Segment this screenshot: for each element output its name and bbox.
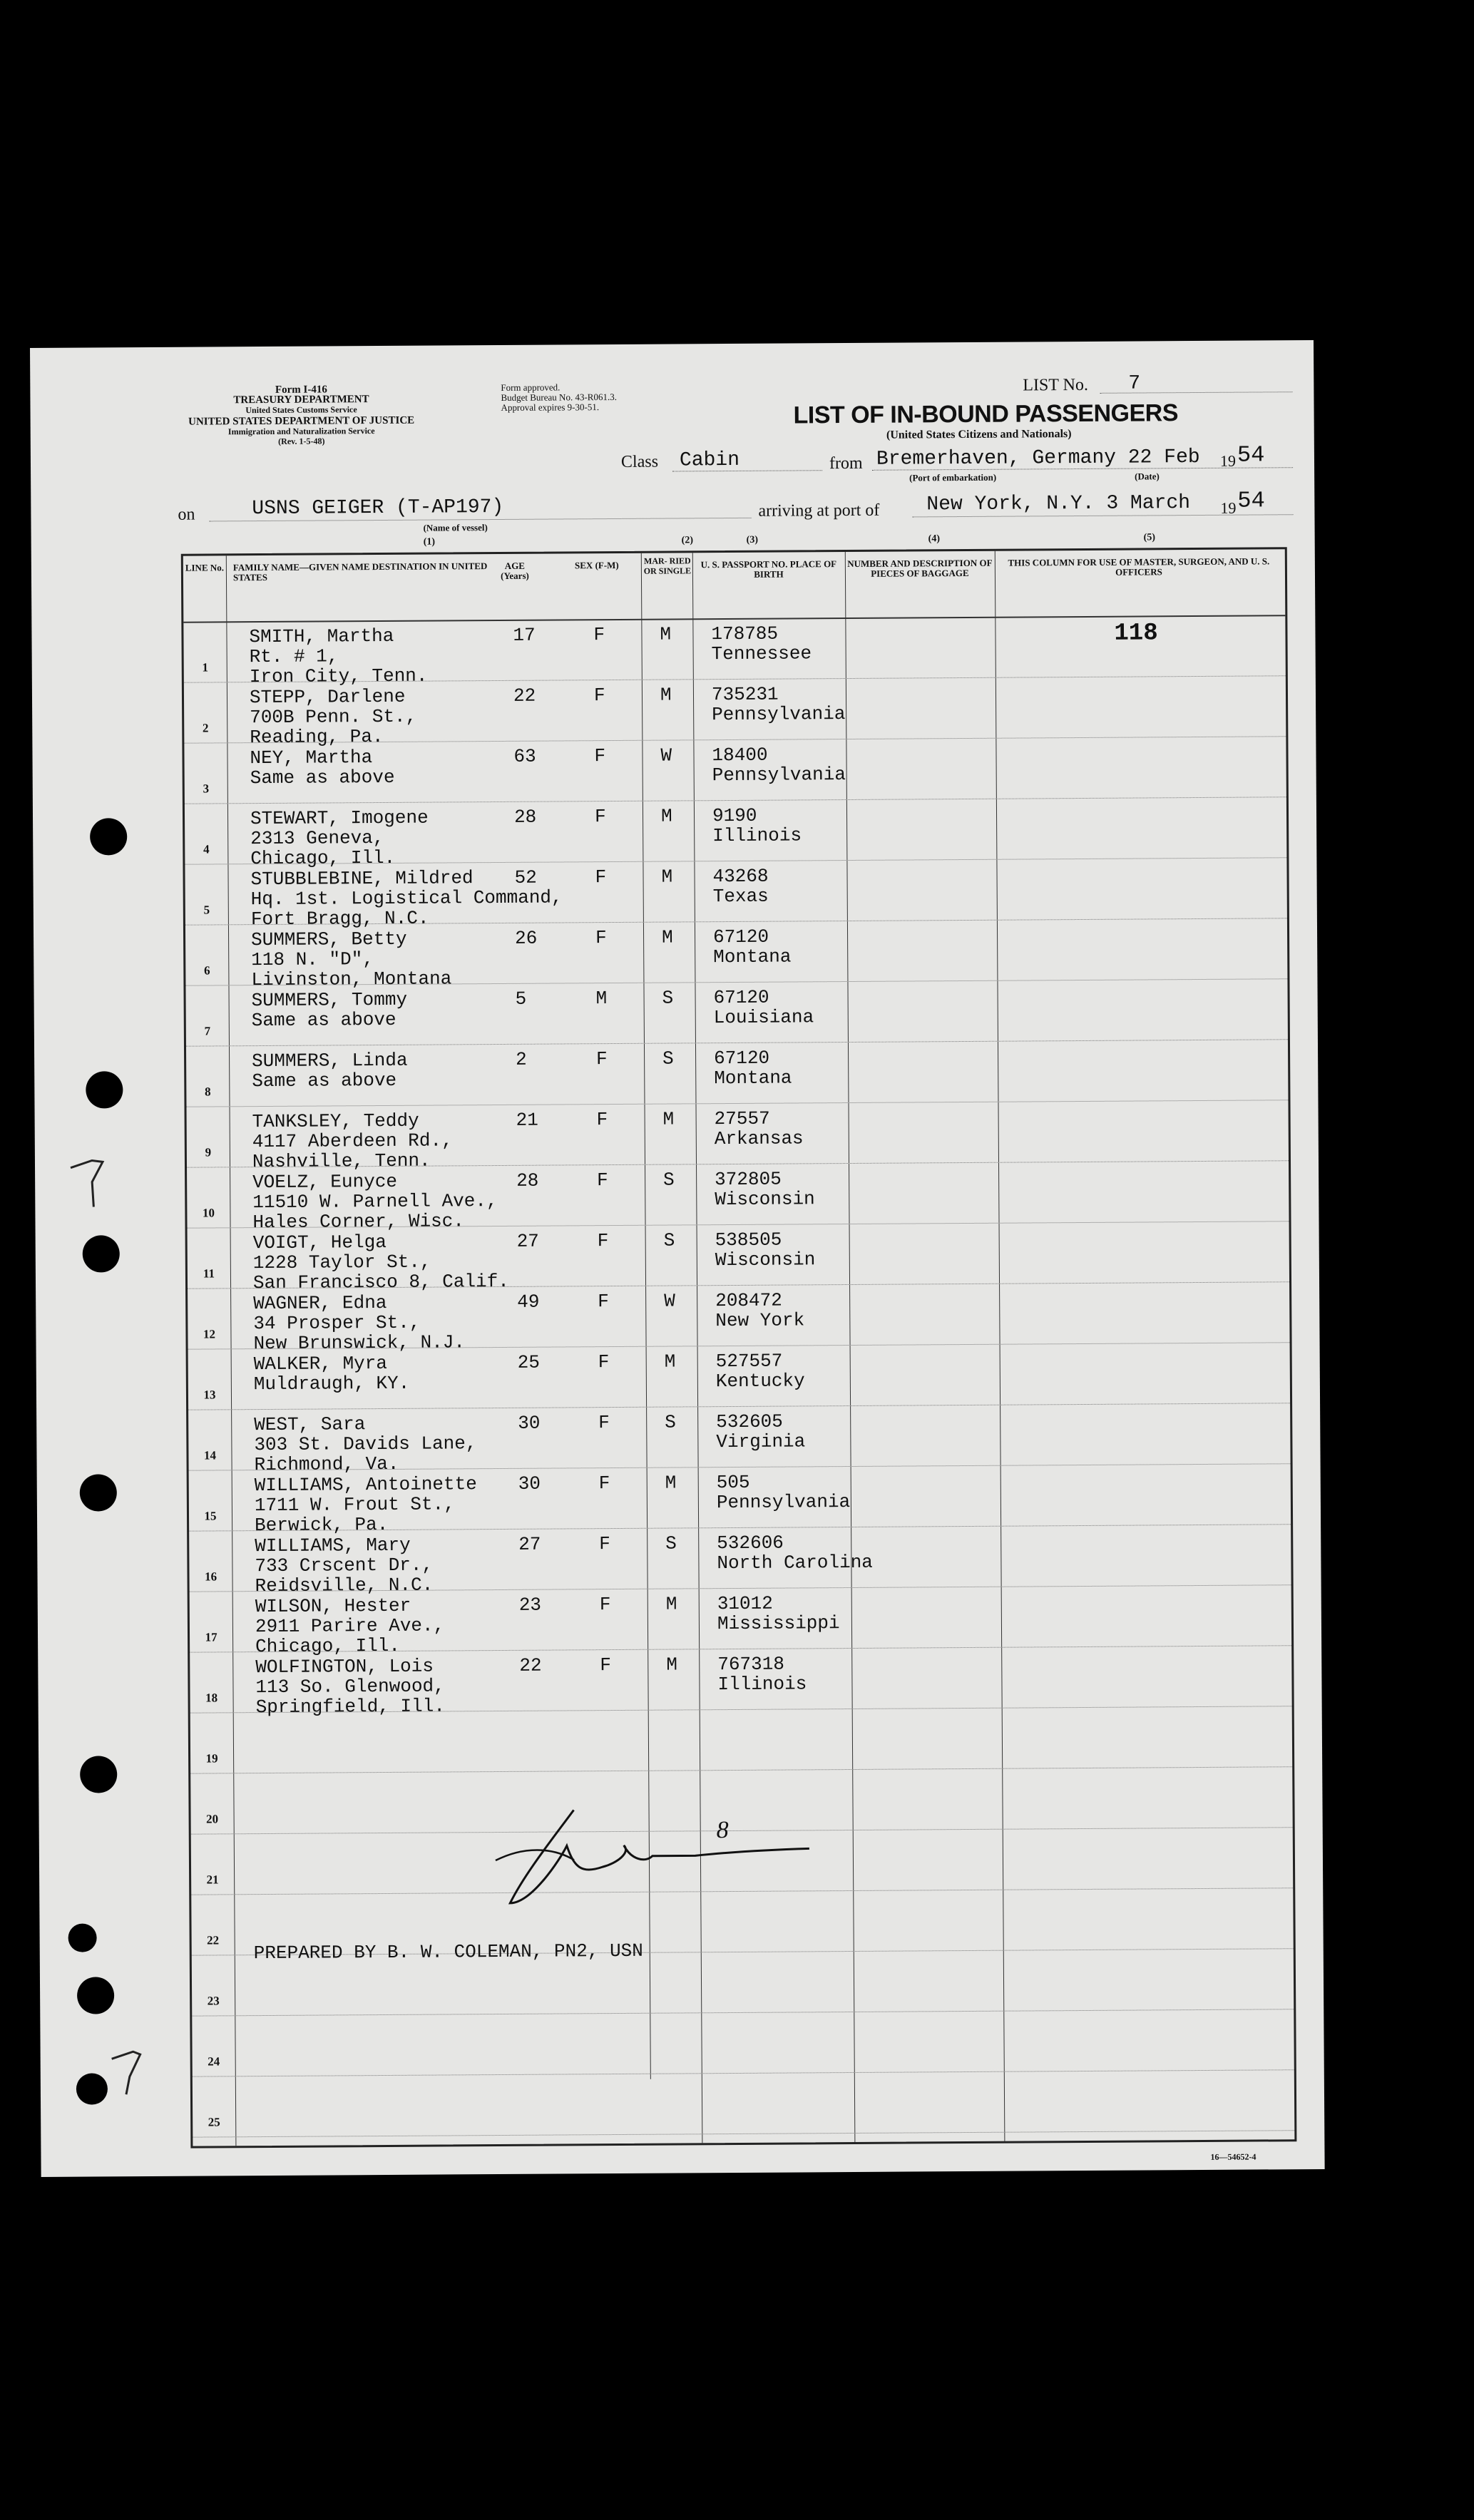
- passenger-age: 63: [513, 745, 536, 767]
- passenger-name: WILSON, Hester: [255, 1594, 411, 1618]
- column-number-2: (2): [681, 535, 694, 546]
- svg-text:8: 8: [716, 1817, 729, 1844]
- passport-number: 532605: [716, 1410, 783, 1433]
- passenger-sex: F: [594, 806, 606, 828]
- passenger-address: Rt. # 1,: [249, 645, 339, 668]
- row-rule: [192, 2009, 1294, 2016]
- punch-hole: [77, 1977, 114, 2014]
- place-of-birth: Texas: [712, 885, 769, 908]
- from-year-prefix: 19: [1219, 451, 1237, 470]
- row-rule: [193, 2130, 1294, 2137]
- passenger-address: 34 Prosper St.,: [253, 1311, 421, 1335]
- department-of-justice: UNITED STATES DEPARTMENT OF JUSTICE: [188, 414, 415, 428]
- col-header-sex: SEX (F-M): [574, 559, 619, 571]
- passenger-name: TANKSLEY, Teddy: [252, 1110, 419, 1133]
- punch-hole: [80, 1756, 117, 1793]
- place-of-birth: Louisiana: [713, 1006, 814, 1029]
- officer-note: 118: [1114, 620, 1158, 647]
- line-number: 1: [202, 660, 209, 675]
- passenger-address: 733 Crscent Dr.,: [255, 1554, 434, 1577]
- passenger-age: 22: [513, 685, 536, 707]
- column-divider: [845, 552, 856, 2142]
- form-number: Form I-416: [275, 384, 327, 396]
- passenger-sex: F: [598, 1291, 609, 1313]
- passenger-sex: F: [600, 1654, 611, 1676]
- passenger-address: Same as above: [250, 766, 395, 789]
- passenger-name: SUMMERS, Tommy: [251, 988, 408, 1012]
- passenger-marital-status: M: [660, 623, 672, 645]
- form-revision: (Rev. 1-5-48): [278, 436, 325, 446]
- prepared-by: PREPARED BY B. W. COLEMAN, PN2, USN: [253, 1940, 643, 1965]
- col-header-passport: U. S. PASSPORT NO. PLACE OF BIRTH: [700, 558, 837, 580]
- line-number: 15: [204, 1509, 217, 1523]
- form-subtitle: (United States Citizens and Nationals): [886, 428, 1072, 441]
- vessel-caption: (Name of vessel): [423, 522, 488, 533]
- passenger-sex: F: [595, 927, 607, 949]
- passenger-age: 30: [518, 1412, 541, 1434]
- from-value: Bremerhaven, Germany 22 Feb: [876, 446, 1200, 471]
- passenger-name: STEWART, Imogene: [250, 806, 429, 830]
- passport-number: 31012: [717, 1592, 773, 1615]
- line-number: 25: [208, 2115, 220, 2129]
- passenger-marital-status: S: [662, 987, 674, 1009]
- passenger-sex: F: [593, 685, 605, 707]
- passenger-marital-status: M: [662, 1108, 675, 1130]
- passenger-sex: F: [598, 1351, 610, 1373]
- place-of-birth: Tennessee: [711, 642, 812, 665]
- passenger-name: SUMMERS, Linda: [252, 1049, 408, 1072]
- passenger-address: 4117 Aberdeen Rd.,: [252, 1130, 453, 1153]
- passenger-address: 2313 Geneva,: [250, 826, 384, 850]
- passenger-sex: F: [594, 745, 606, 767]
- passenger-address: Hq. 1st. Logistical Command,: [250, 886, 563, 911]
- line-number: 21: [206, 1873, 219, 1887]
- passenger-sex: M: [595, 988, 608, 1010]
- passenger-address: Same as above: [252, 1069, 397, 1092]
- passenger-sex: F: [595, 866, 607, 888]
- column-number-5: (5): [1143, 532, 1156, 543]
- line-number: 5: [203, 903, 210, 917]
- passenger-sex: F: [596, 1109, 608, 1131]
- passenger-marital-status: M: [666, 1654, 677, 1676]
- passport-number: 43268: [712, 865, 769, 888]
- passenger-name: VOELZ, Eunyce: [252, 1170, 398, 1194]
- passport-number: 67120: [712, 926, 769, 948]
- passenger-name: STUBBLEBINE, Mildred: [250, 867, 474, 891]
- passenger-age: 25: [517, 1351, 541, 1373]
- passenger-age: 22: [519, 1654, 542, 1676]
- passenger-marital-status: M: [661, 866, 673, 888]
- passport-number: 9190: [712, 804, 757, 827]
- place-of-birth: North Carolina: [717, 1551, 873, 1574]
- passport-number: 67120: [714, 1047, 770, 1070]
- passport-number: 767318: [717, 1653, 785, 1676]
- passenger-city: New Brunswick, N.J.: [253, 1331, 466, 1355]
- passenger-marital-status: M: [664, 1351, 676, 1373]
- line-number: 19: [205, 1751, 218, 1766]
- passenger-city: Nashville, Tenn.: [252, 1149, 431, 1173]
- form-approved: Form approved.: [501, 381, 561, 393]
- passenger-age: 2: [516, 1048, 527, 1070]
- passenger-address: 1711 W. Frout St.,: [254, 1493, 455, 1517]
- passenger-city: Springfield, Ill.: [255, 1695, 445, 1719]
- passenger-name: WALKER, Myra: [253, 1352, 388, 1376]
- passenger-age: 52: [514, 866, 537, 888]
- passport-number: 538505: [715, 1229, 782, 1251]
- passenger-marital-status: S: [665, 1532, 677, 1554]
- passenger-address: 303 St. Davids Lane,: [254, 1433, 477, 1456]
- passenger-list-form: [30, 340, 1325, 2177]
- column-number-3: (3): [746, 534, 759, 546]
- passenger-city: Hales Corner, Wisc.: [252, 1210, 465, 1234]
- place-of-birth: Wisconsin: [715, 1249, 816, 1271]
- place-of-birth: Wisconsin: [715, 1188, 815, 1211]
- line-number: 14: [203, 1448, 217, 1463]
- passport-number: 527557: [715, 1350, 783, 1373]
- passenger-name: WOLFINGTON, Lois: [255, 1655, 434, 1679]
- passenger-sex: F: [599, 1533, 610, 1555]
- place-of-birth: New York: [715, 1309, 805, 1332]
- vessel-name: USNS GEIGER (T-AP197): [252, 496, 504, 521]
- col-header-line-no: LINE No.: [185, 562, 225, 573]
- line-number: 6: [204, 963, 210, 978]
- passport-number: 27557: [714, 1107, 770, 1130]
- passenger-address: 2911 Parire Ave.,: [255, 1614, 445, 1638]
- place-of-birth: Arkansas: [714, 1127, 804, 1150]
- passenger-city: San Francisco 8, Calif.: [252, 1270, 509, 1294]
- passenger-marital-status: M: [660, 805, 672, 827]
- passenger-age: 21: [516, 1109, 538, 1131]
- passport-number: 18400: [712, 744, 768, 767]
- on-label: on: [178, 505, 195, 524]
- place-of-birth: Kentucky: [715, 1370, 805, 1393]
- passport-number: 505: [716, 1471, 750, 1494]
- passenger-age: 17: [513, 624, 536, 646]
- passenger-name: NEY, Martha: [250, 747, 373, 769]
- line-number: 10: [202, 1206, 215, 1220]
- line-number: 23: [207, 1994, 220, 2008]
- treasury-department: TREASURY DEPARTMENT: [233, 394, 369, 406]
- passenger-city: Iron City, Tenn.: [249, 665, 428, 688]
- passenger-name: WILLIAMS, Antoinette: [254, 1473, 477, 1497]
- form-title: LIST OF IN-BOUND PASSENGERS: [793, 399, 1179, 429]
- passport-number: 208472: [715, 1289, 782, 1312]
- passenger-marital-status: M: [661, 926, 673, 948]
- from-year: 54: [1237, 441, 1265, 468]
- passenger-address: Muldraugh, KY.: [253, 1372, 410, 1395]
- passenger-sex: F: [593, 624, 605, 646]
- from-label: from: [829, 454, 863, 473]
- passenger-sex: F: [599, 1594, 611, 1616]
- passenger-marital-status: M: [665, 1472, 677, 1494]
- passport-number: 372805: [715, 1168, 782, 1191]
- passenger-city: Livinston, Montana: [251, 968, 452, 991]
- passenger-name: WEST, Sara: [254, 1413, 366, 1436]
- passenger-address: Same as above: [251, 1008, 396, 1032]
- column-number-4: (4): [928, 533, 941, 545]
- passenger-age: 28: [516, 1169, 539, 1192]
- passenger-name: SMITH, Martha: [249, 625, 394, 648]
- class-value: Cabin: [679, 449, 740, 472]
- list-no-value: 7: [1128, 372, 1141, 395]
- passenger-city: Berwick, Pa.: [255, 1513, 389, 1537]
- line-number: 8: [205, 1085, 211, 1099]
- passport-number: 735231: [711, 683, 779, 706]
- port-embarkation-caption: (Port of embarkation): [909, 471, 997, 483]
- passenger-city: Chicago, Ill.: [250, 846, 396, 870]
- place-of-birth: Virginia: [716, 1430, 806, 1453]
- passenger-city: Richmond, Va.: [254, 1453, 399, 1476]
- passenger-city: Fort Bragg, N.C.: [250, 907, 429, 931]
- line-number: 7: [204, 1024, 211, 1038]
- passenger-marital-status: M: [660, 684, 672, 706]
- line-number: 2: [202, 721, 209, 735]
- passenger-address: 118 N. "D",: [251, 948, 374, 971]
- punch-hole: [86, 1071, 123, 1108]
- place-of-birth: Montana: [713, 946, 792, 968]
- passenger-marital-status: M: [665, 1593, 677, 1615]
- form-code: 16—54652-4: [1210, 2151, 1257, 2162]
- passenger-age: 28: [513, 806, 537, 828]
- passenger-name: SUMMERS, Betty: [250, 928, 407, 951]
- line-number: 18: [205, 1691, 218, 1705]
- passenger-marital-status: S: [665, 1411, 676, 1433]
- column-divider: [226, 555, 237, 2146]
- place-of-birth: Montana: [714, 1067, 792, 1090]
- passport-number: 532606: [717, 1532, 784, 1554]
- arrival-year-prefix: 19: [1220, 498, 1237, 517]
- column-divider: [995, 551, 1005, 2141]
- line-number: 17: [205, 1630, 217, 1644]
- line-number: 16: [204, 1569, 217, 1584]
- punch-hole: [80, 1474, 117, 1511]
- passenger-name: STEPP, Darlene: [249, 685, 406, 709]
- passenger-marital-status: W: [664, 1290, 675, 1312]
- place-of-birth: Pennsylvania: [716, 1491, 851, 1514]
- passenger-address: 700B Penn. St.,: [250, 705, 417, 729]
- row-rule: [190, 1766, 1292, 1773]
- col-header-name: FAMILY NAME—GIVEN NAME DESTINATION IN UNITED STATES: [232, 560, 488, 583]
- passenger-name: VOIGT, Helga: [252, 1231, 387, 1254]
- immigration-service: Immigration and Naturalization Service: [227, 426, 375, 437]
- row-rule: [187, 1100, 1289, 1107]
- margin-pencil-mark: [63, 1146, 128, 1218]
- passenger-age: 30: [518, 1472, 541, 1495]
- passenger-sex: F: [597, 1230, 609, 1252]
- passenger-city: Reidsville, N.C.: [255, 1574, 434, 1597]
- passenger-address: 1228 Taylor St.,: [252, 1251, 431, 1274]
- row-rule: [186, 1039, 1288, 1046]
- passenger-sex: F: [598, 1412, 610, 1434]
- arriving-label: arriving at port of: [758, 501, 880, 521]
- line-number: 11: [203, 1266, 215, 1281]
- line-number: 3: [203, 782, 210, 796]
- punch-hole: [83, 1235, 120, 1272]
- class-label: Class: [620, 452, 659, 471]
- row-rule: [193, 2069, 1294, 2076]
- place-of-birth: Pennsylvania: [712, 764, 846, 787]
- punch-hole: [90, 818, 127, 855]
- passenger-city: Chicago, Ill.: [255, 1634, 401, 1658]
- passenger-address: 113 So. Glenwood,: [255, 1675, 445, 1699]
- passenger-age: 26: [514, 927, 538, 949]
- place-of-birth: Illinois: [717, 1673, 807, 1696]
- line-number: 12: [203, 1327, 216, 1341]
- arrival-year: 54: [1237, 487, 1265, 514]
- row-rule: [185, 797, 1286, 804]
- row-rule: [188, 1403, 1290, 1410]
- line-number: 22: [207, 1933, 220, 1947]
- passenger-name: WILLIAMS, Mary: [255, 1534, 411, 1557]
- passenger-age: 5: [515, 988, 527, 1010]
- col-header-officers: THIS COLUMN FOR USE OF MASTER, SURGEON, AND U. S. OFFICERS: [1008, 555, 1270, 578]
- line-number: 24: [208, 2054, 220, 2069]
- passenger-city: Reading, Pa.: [250, 725, 384, 749]
- passenger-marital-status: S: [663, 1229, 675, 1251]
- budget-bureau: Budget Bureau No. 43-R061.3.: [501, 391, 617, 403]
- column-number-1: (1): [423, 536, 436, 548]
- line-number: 20: [206, 1812, 219, 1826]
- punch-hole: [68, 1923, 96, 1952]
- passport-number: 178785: [711, 623, 779, 645]
- punch-hole: [76, 2073, 108, 2104]
- signature-mark: [466, 1794, 838, 1925]
- line-number: 9: [205, 1145, 212, 1159]
- place-of-birth: Mississippi: [717, 1612, 840, 1635]
- line-number: 4: [203, 842, 210, 856]
- col-header-age: AGE (Years): [501, 560, 529, 581]
- date-caption: (Date): [1135, 471, 1160, 482]
- list-no-label: LIST No.: [1023, 375, 1088, 395]
- passenger-age: 27: [518, 1533, 541, 1555]
- line-number: 13: [203, 1388, 216, 1402]
- passenger-age: 23: [518, 1594, 542, 1616]
- place-of-birth: Pennsylvania: [712, 703, 846, 726]
- passenger-marital-status: W: [660, 744, 672, 767]
- passenger-name: WAGNER, Edna: [253, 1291, 387, 1315]
- passenger-address: 11510 W. Parnell Ave.,: [252, 1190, 498, 1214]
- passenger-age: 27: [516, 1230, 539, 1252]
- passenger-marital-status: S: [662, 1048, 674, 1070]
- col-header-baggage: NUMBER AND DESCRIPTION OF PIECES OF BAGGAGE: [847, 557, 993, 579]
- customs-service: United States Customs Service: [245, 404, 357, 416]
- passport-number: 67120: [713, 986, 769, 1009]
- passenger-sex: F: [597, 1169, 608, 1192]
- place-of-birth: Illinois: [712, 824, 802, 847]
- passenger-marital-status: S: [663, 1169, 675, 1191]
- margin-pencil-mark: [105, 2044, 155, 2101]
- arrival-value: New York, N.Y. 3 March: [926, 492, 1191, 516]
- passenger-sex: F: [596, 1048, 608, 1070]
- approval-expires: Approval expires 9-30-51.: [501, 401, 600, 413]
- passenger-sex: F: [598, 1472, 610, 1495]
- passenger-age: 49: [517, 1291, 540, 1313]
- col-header-married: MAR- RIED OR SINGLE: [643, 555, 692, 576]
